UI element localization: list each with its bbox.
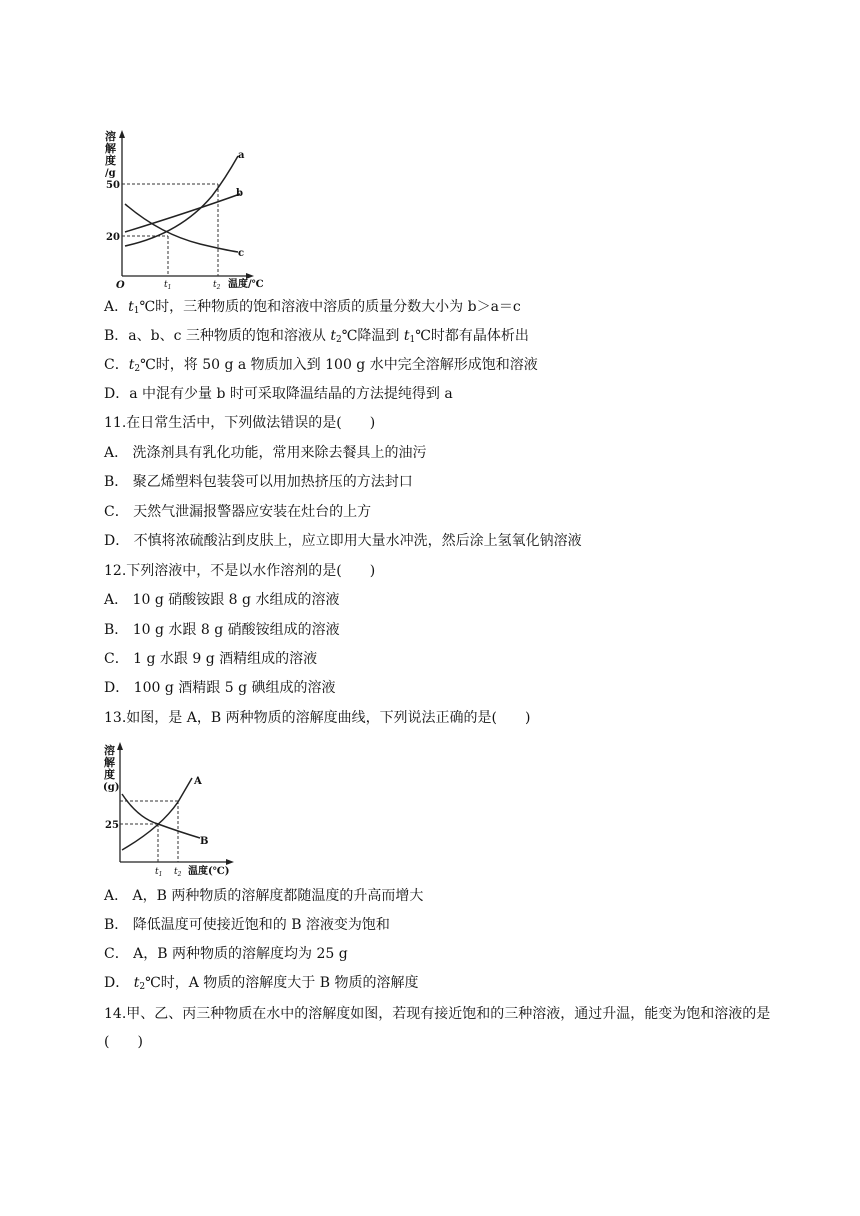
q10-option-d: D．a 中混有少量 b 时可采取降温结晶的方法提纯得到 a bbox=[104, 386, 453, 402]
y-label-2: 解 bbox=[105, 142, 116, 155]
x-axis-label: 温度/℃ bbox=[228, 279, 264, 290]
curve-b bbox=[125, 194, 240, 232]
y-label-2: 解 bbox=[104, 756, 115, 769]
q12-option-a: A． 10 g 硝酸铵跟 8 g 水组成的溶液 bbox=[104, 592, 340, 608]
x-tick-t1: $t_1$ bbox=[155, 867, 163, 878]
solubility-chart-2 bbox=[100, 738, 240, 880]
curve-c bbox=[125, 204, 238, 252]
x-tick-t2: $t_2$ bbox=[174, 867, 182, 878]
q10-option-b: B．a、b、c 三种物质的饱和溶液从 $t_2℃$降温到 $t_1℃$时都有晶体析出 bbox=[104, 328, 529, 345]
q13-option-d: D． $t_2℃$时，A 物质的溶解度大于 B 物质的溶解度 bbox=[104, 975, 419, 992]
q11-option-a: A． 洗涤剂具有乳化功能，常用来除去餐具上的油污 bbox=[104, 445, 427, 461]
curve-A bbox=[122, 778, 192, 850]
q10-option-a: A．$t_1℃$时，三种物质的饱和溶液中溶质的质量分数大小为 b＞a＝c bbox=[104, 299, 521, 316]
curve-b-label: b bbox=[236, 188, 243, 199]
x-tick-t1: $t_1$ bbox=[164, 280, 172, 291]
q12-stem: 12.下列溶液中，不是以水作溶剂的是( ) bbox=[104, 563, 376, 579]
q11-option-d: D． 不慎将浓硫酸沾到皮肤上，应立即用大量水冲洗，然后涂上氢氧化钠溶液 bbox=[104, 533, 582, 549]
q11-option-b: B． 聚乙烯塑料包装袋可以用加热挤压的方法封口 bbox=[104, 474, 413, 490]
y-label-3: 度 bbox=[104, 768, 115, 781]
origin-label: O bbox=[116, 280, 125, 291]
q13-stem: 13.如图，是 A，B 两种物质的溶解度曲线，下列说法正确的是( ) bbox=[104, 710, 531, 726]
curve-A-label: A bbox=[194, 776, 202, 787]
y-tick-25: 25 bbox=[105, 820, 119, 831]
q13-option-a: A． A，B 两种物质的溶解度都随温度的升高而增大 bbox=[104, 888, 424, 904]
q10-option-c: C．$t_2℃$时，将 50 g a 物质加入到 100 g 水中完全溶解形成饱和溶液 bbox=[104, 357, 538, 374]
x-axis-label: 温度(℃) bbox=[188, 866, 230, 877]
q13-option-b: B． 降低温度可使接近饱和的 B 溶液变为饱和 bbox=[104, 917, 390, 933]
y-tick-20: 20 bbox=[106, 232, 120, 243]
curve-a-label: a bbox=[238, 150, 245, 161]
q11-option-c: C． 天然气泄漏报警器应安装在灶台的上方 bbox=[104, 504, 372, 520]
curve-B-label: B bbox=[200, 836, 209, 847]
curve-c-label: c bbox=[238, 248, 245, 259]
y-label-3: 度 bbox=[105, 154, 116, 167]
y-label-1: 溶 bbox=[105, 130, 116, 143]
solubility-chart-1 bbox=[100, 124, 275, 292]
q13-option-c: C． A，B 两种物质的溶解度均为 25 g bbox=[104, 946, 348, 962]
q11-stem: 11.在日常生活中，下列做法错误的是( ) bbox=[104, 415, 376, 431]
q12-option-d: D． 100 g 酒精跟 5 g 碘组成的溶液 bbox=[104, 680, 336, 696]
x-tick-t2: $t_2$ bbox=[213, 280, 221, 291]
q12-option-b: B． 10 g 水跟 8 g 硝酸铵组成的溶液 bbox=[104, 622, 340, 638]
y-label-4: /g bbox=[105, 168, 116, 179]
q14-stem: 14.甲、乙、丙三种物质在水中的溶解度如图，若现有接近饱和的三种溶液，通过升温，能变为饱和溶液的是( ) bbox=[104, 1006, 771, 1050]
q12-option-c: C． 1 g 水跟 9 g 酒精组成的溶液 bbox=[104, 651, 318, 667]
y-label-1: 溶 bbox=[104, 744, 115, 757]
y-tick-50: 50 bbox=[106, 180, 120, 191]
y-label-4: (g) bbox=[103, 782, 120, 793]
